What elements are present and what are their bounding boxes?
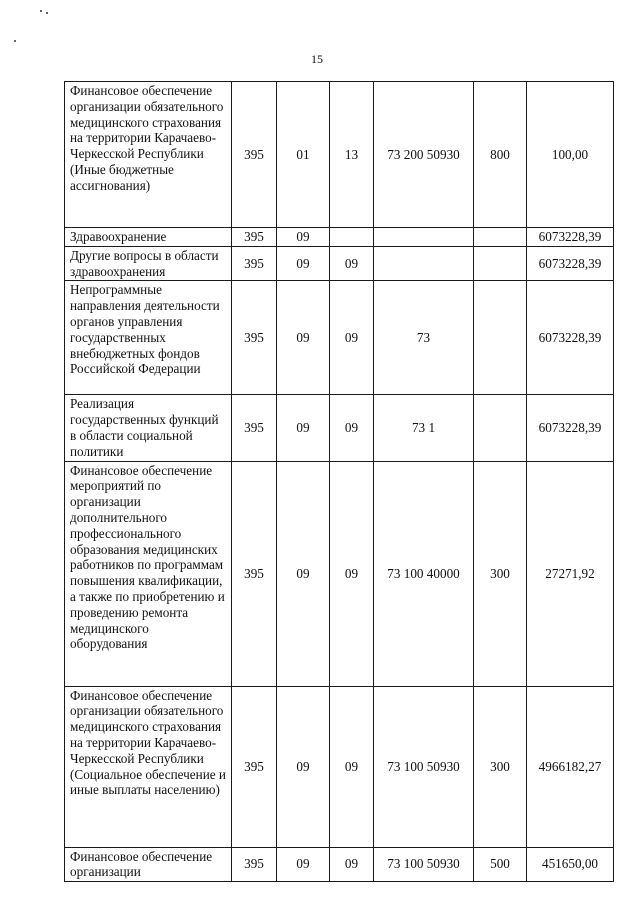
expense-type-cell: 300 xyxy=(474,461,527,686)
scan-speck xyxy=(46,12,48,14)
page-number: 15 xyxy=(311,52,323,66)
row-name-cell: Финансовое обеспечение мероприятий по организации дополнительного профессионального образования медицинских работников по программам повышения квалификации, а также по приобретению и проведению ремонта медицинского оборудования xyxy=(65,461,232,686)
table-row xyxy=(65,281,614,395)
table-row xyxy=(65,686,614,847)
subsection-cell: 09 xyxy=(330,246,374,281)
row-name-cell: Другие вопросы в области здравоохранения xyxy=(65,246,232,281)
expense-type-cell xyxy=(474,281,527,395)
subsection-cell xyxy=(330,228,374,247)
expense-type-cell: 800 xyxy=(474,82,527,228)
table-row xyxy=(65,228,614,247)
expense-type-cell: 300 xyxy=(474,686,527,847)
row-name-cell: Здравоохранение xyxy=(65,228,232,247)
expense-type-cell xyxy=(474,246,527,281)
grbs-cell: 395 xyxy=(232,847,277,882)
table-row xyxy=(65,395,614,461)
table-row xyxy=(65,246,614,281)
grbs-cell: 395 xyxy=(232,395,277,461)
target-article-cell: 73 200 50930 xyxy=(374,82,474,228)
subsection-cell: 09 xyxy=(330,461,374,686)
amount-cell: 100,00 xyxy=(527,82,614,228)
target-article-cell: 73 xyxy=(374,281,474,395)
row-name-cell: Непрограммные направления деятельности органов управления государственных внебюджетных фондов Российской Федерации xyxy=(65,281,232,395)
scan-speck xyxy=(40,10,42,12)
table-row xyxy=(65,461,614,686)
target-article-cell xyxy=(374,246,474,281)
grbs-cell: 395 xyxy=(232,228,277,247)
expense-type-cell: 500 xyxy=(474,847,527,882)
row-name-cell: Финансовое обеспечение организации обязательного медицинского страхования на территории Карачаево-Черкесской Республики (Социальное обеспечение и иные выплаты населению) xyxy=(65,686,232,847)
grbs-cell: 395 xyxy=(232,246,277,281)
target-article-cell: 73 100 50930 xyxy=(374,686,474,847)
scan-speck xyxy=(14,40,16,42)
amount-cell: 451650,00 xyxy=(527,847,614,882)
grbs-cell: 395 xyxy=(232,461,277,686)
expense-type-cell xyxy=(474,228,527,247)
amount-cell: 4966182,27 xyxy=(527,686,614,847)
subsection-cell: 09 xyxy=(330,847,374,882)
section-cell: 09 xyxy=(277,246,330,281)
expense-type-cell xyxy=(474,395,527,461)
section-cell: 09 xyxy=(277,686,330,847)
row-name-cell: Финансовое обеспечение организации xyxy=(65,847,232,882)
subsection-cell: 09 xyxy=(330,395,374,461)
grbs-cell: 395 xyxy=(232,281,277,395)
amount-cell: 6073228,39 xyxy=(527,228,614,247)
table-row xyxy=(65,847,614,882)
amount-cell: 27271,92 xyxy=(527,461,614,686)
grbs-cell: 395 xyxy=(232,82,277,228)
section-cell: 09 xyxy=(277,228,330,247)
subsection-cell: 09 xyxy=(330,281,374,395)
target-article-cell: 73 100 50930 xyxy=(374,847,474,882)
section-cell: 09 xyxy=(277,395,330,461)
grbs-cell: 395 xyxy=(232,686,277,847)
amount-cell: 6073228,39 xyxy=(527,395,614,461)
row-name-cell: Финансовое обеспечение организации обязательного медицинского страхования на территории Карачаево-Черкесской Республики (Иные бюджетные ассигнования) xyxy=(65,82,232,228)
section-cell: 09 xyxy=(277,461,330,686)
section-cell: 09 xyxy=(277,281,330,395)
section-cell: 01 xyxy=(277,82,330,228)
subsection-cell: 13 xyxy=(330,82,374,228)
amount-cell: 6073228,39 xyxy=(527,246,614,281)
row-name-cell: Реализация государственных функций в области социальной политики xyxy=(65,395,232,461)
subsection-cell: 09 xyxy=(330,686,374,847)
target-article-cell: 73 100 40000 xyxy=(374,461,474,686)
section-cell: 09 xyxy=(277,847,330,882)
budget-table xyxy=(64,81,614,882)
amount-cell: 6073228,39 xyxy=(527,281,614,395)
table-row xyxy=(65,82,614,228)
target-article-cell xyxy=(374,228,474,247)
target-article-cell: 73 1 xyxy=(374,395,474,461)
